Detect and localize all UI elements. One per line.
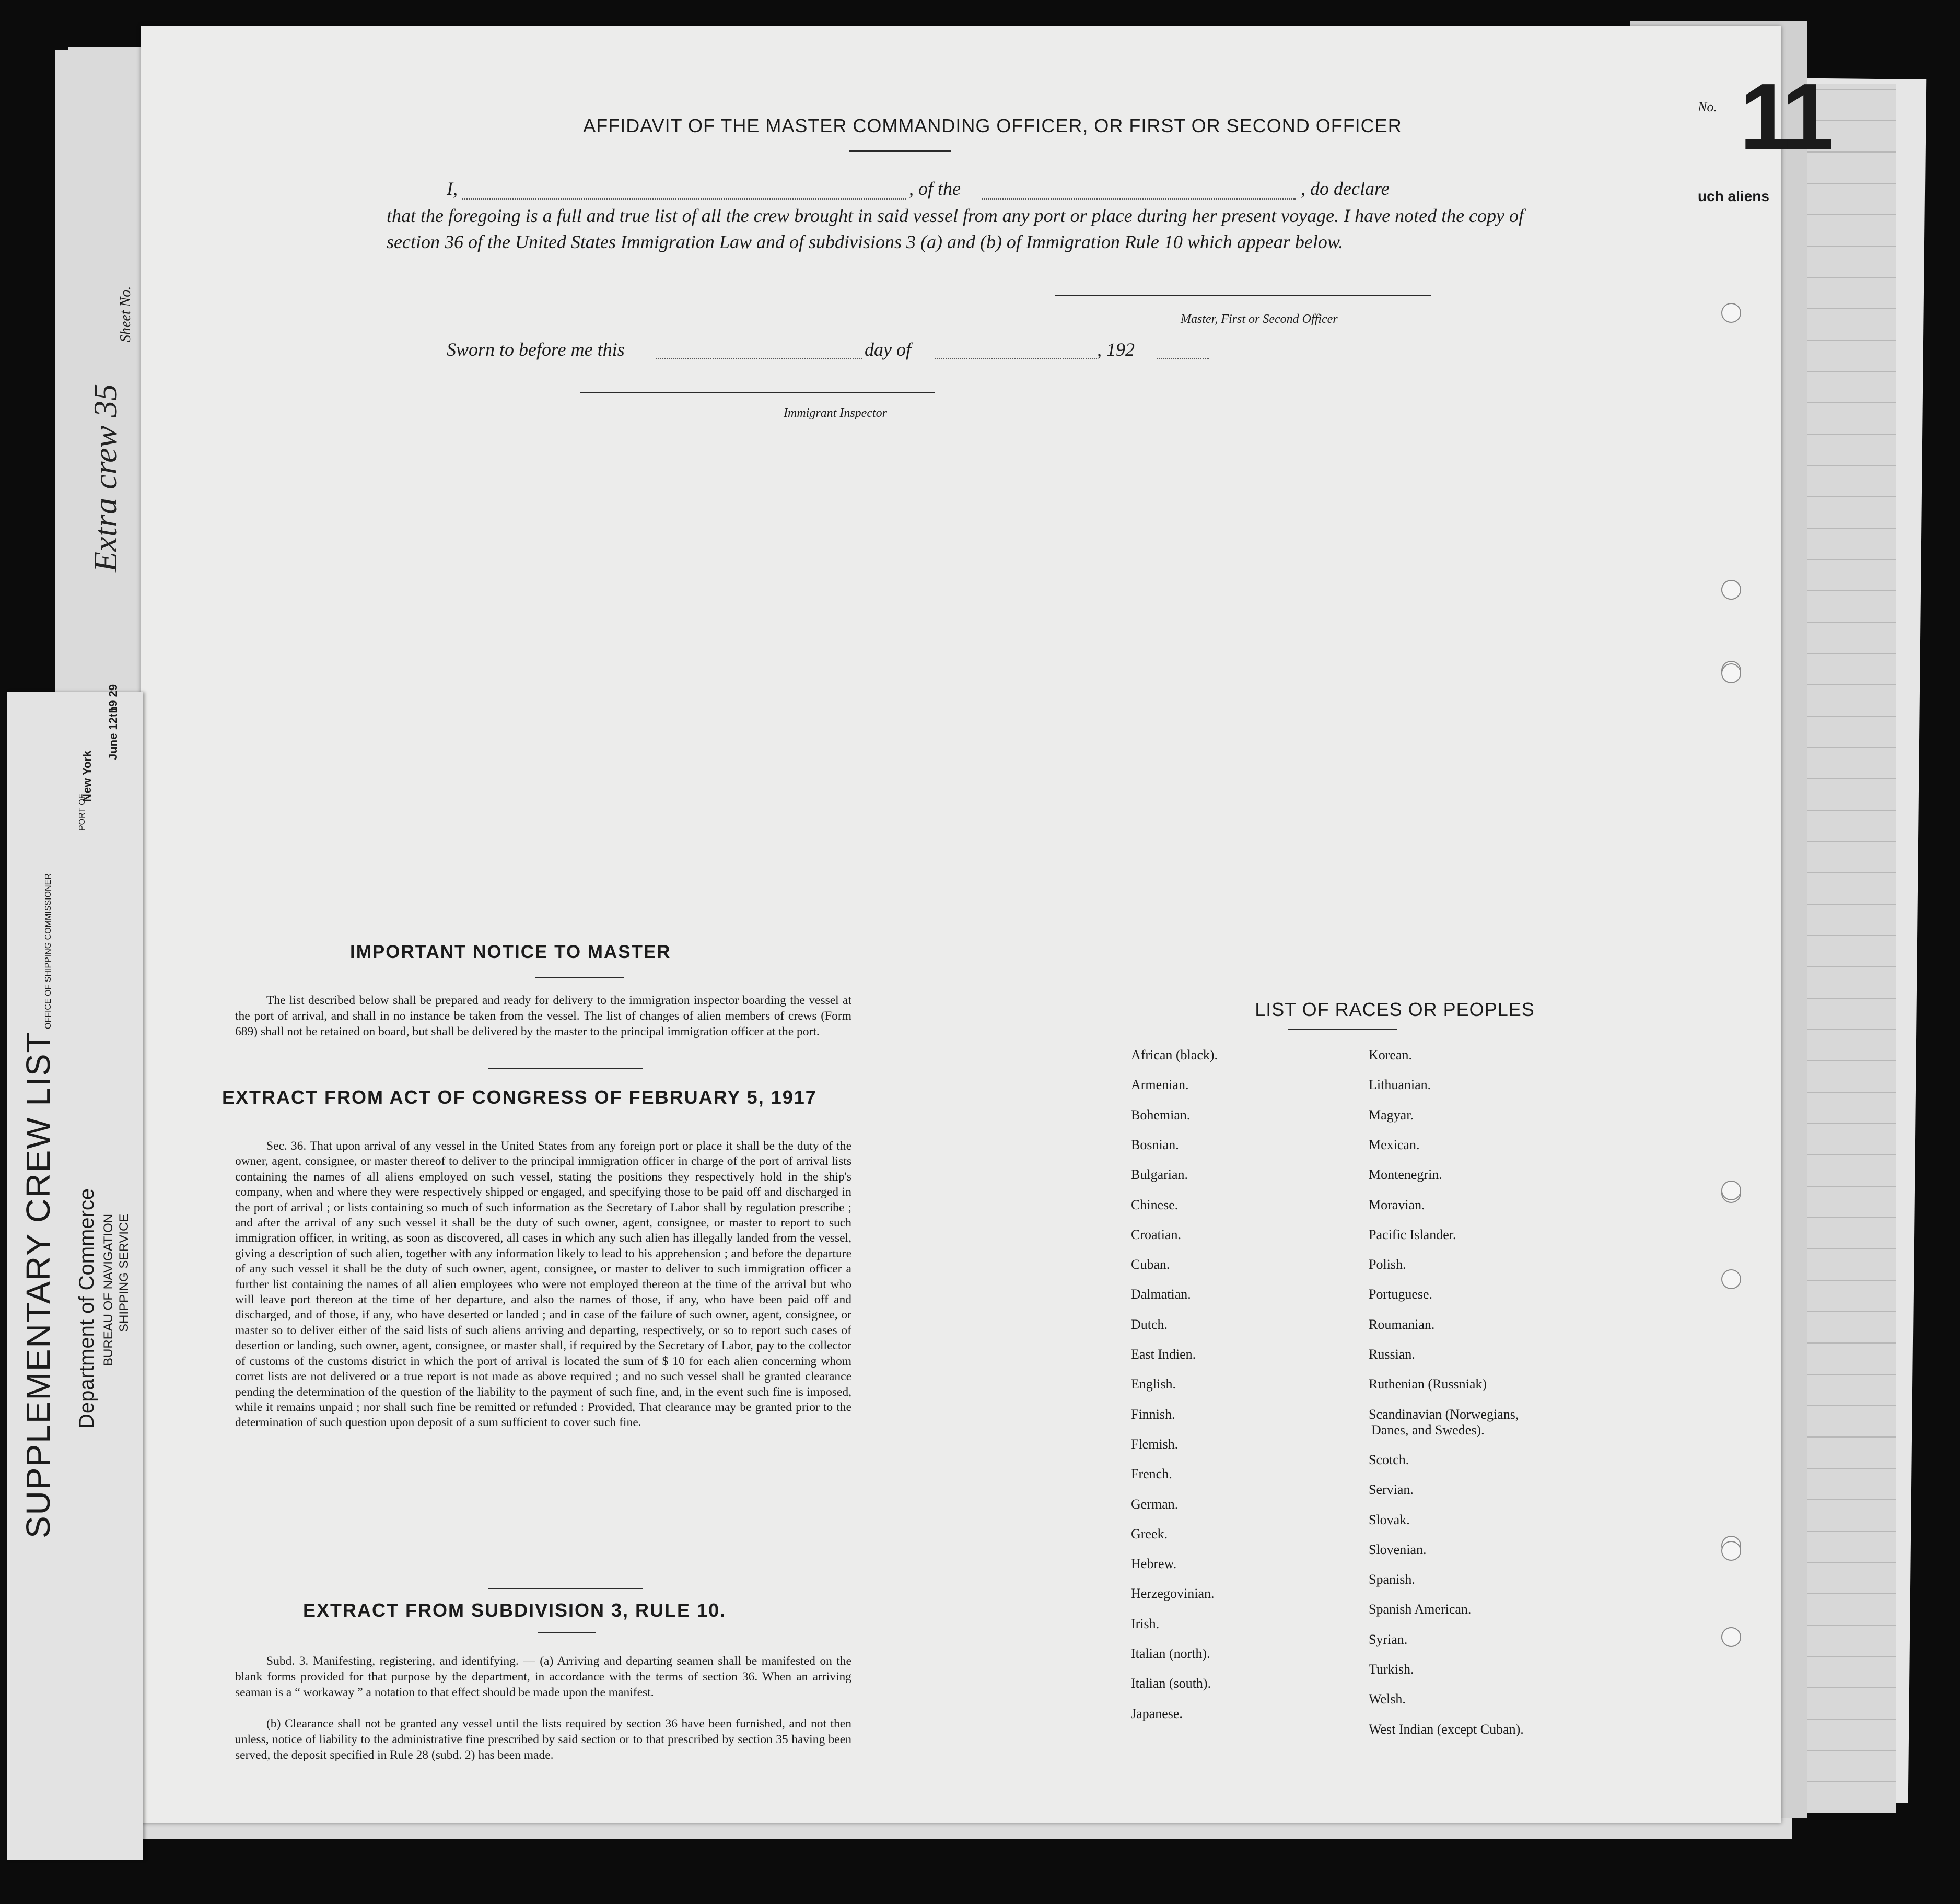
race-item: Magyar. [1369,1107,1414,1123]
punch-hole [1721,1541,1741,1561]
notice-body [235,992,851,1039]
rule-extract-text-b: (b) Clearance shall not be granted any vessel until the lists required by section 36 have been furnished, and not then unless, notice of liability to the administrative fine prescribed by said section or to that prescribed by section 35 having been served, the deposit specified in Rule 28 (subd. 2) has been made. [235,1717,851,1762]
race-item: African (black). [1131,1047,1218,1062]
punch-hole [1721,663,1741,683]
slip-port-value: New York [80,750,94,802]
vessel-blank [982,198,1296,200]
rule-extract-para-a [235,1653,851,1700]
sheet-number-label: No. [1698,99,1717,114]
race-item: Syrian. [1369,1631,1408,1647]
race-item: Servian. [1369,1482,1414,1498]
race-item: Danes, and Swedes). [1371,1422,1485,1438]
slip-port-of: PORT OF [78,793,87,831]
act-extract-title: EXTRACT FROM ACT OF CONGRESS OF FEBRUARY 5, 1917 [222,1087,817,1108]
act-extract-body [235,1139,851,1431]
slip-department: Department of Commerce [75,1188,98,1429]
such-aliens-fragment: uch aliens [1698,188,1769,204]
divider-rule [488,1068,643,1069]
notice-text: The list described below shall be prepared and ready for delivery to the immigration inspector boarding the vessel at the port of arrival, and shall in no instance be taken from the vessel. The list of changes of alien members of crews (Form 689) shall not be retained on board, but shall be delivered by the master to the principal immigration officer at the port. [235,994,851,1038]
race-item: Korean. [1369,1047,1413,1062]
race-item: Welsh. [1369,1691,1406,1707]
sheet-no-label: Sheet No. [118,286,134,342]
year-label: , 192 [1097,339,1135,360]
race-item: Ruthenian (Russniak) [1369,1376,1487,1392]
race-item: Pacific Islander. [1369,1226,1456,1242]
slip-date-value: June 12th [107,706,120,760]
of-the-label: , of the [909,178,961,199]
sheet-number: 11 [1740,64,1829,169]
race-item: Bohemian. [1131,1107,1191,1123]
race-item: Mexican. [1369,1137,1420,1152]
inspector-caption: Immigrant Inspector [784,406,887,420]
punch-hole [1721,1181,1741,1200]
race-item: Herzegovinian. [1131,1586,1215,1602]
year-blank [1157,358,1209,359]
notice-title: IMPORTANT NOTICE TO MASTER [350,942,671,962]
race-item: Armenian. [1131,1077,1189,1093]
race-item: Bosnian. [1131,1137,1179,1152]
races-title: LIST OF RACES OR PEOPLES [1255,999,1535,1020]
race-item: Slovenian. [1369,1541,1427,1557]
race-item: Croatian. [1131,1226,1182,1242]
race-item: Roumanian. [1369,1316,1435,1332]
slip-bureau: BUREAU OF NAVIGATION [101,1213,115,1366]
day-of-label: day of [865,339,911,360]
punch-hole [1721,303,1741,323]
sworn-month-blank [935,358,1097,359]
race-item: Flemish. [1131,1436,1179,1452]
title-rule [849,150,951,152]
declarant-blank [462,198,906,200]
race-item: Polish. [1369,1257,1406,1272]
notice-rule [535,977,624,978]
race-item: Scotch. [1369,1452,1409,1467]
divider-rule-2 [488,1588,643,1589]
race-item: East Indien. [1131,1347,1196,1362]
race-item: Dalmatian. [1131,1287,1191,1302]
race-item: Cuban. [1131,1257,1170,1272]
signature-caption: Master, First or Second Officer [1181,312,1338,326]
race-item: German. [1131,1496,1179,1512]
slip-office: OFFICE OF SHIPPING COMMISSIONER [44,873,53,1029]
race-item: Lithuanian. [1369,1077,1431,1093]
race-item: Moravian. [1369,1197,1425,1212]
race-item: Italian (north). [1131,1646,1210,1661]
race-item: Bulgarian. [1131,1167,1188,1183]
supplementary-crew-list-slip [7,684,143,1860]
punch-hole [1721,1627,1741,1647]
race-item: Montenegrin. [1369,1167,1442,1183]
race-item: French. [1131,1466,1172,1482]
race-item: Japanese. [1131,1706,1183,1721]
act-extract-text: Sec. 36. That upon arrival of any vessel in the United States from any foreign port or place it shall be the duty of the owner, agent, consignee, or master thereof to deliver to the principal immigration officer in charge of the port of arrival lists containing the names of all aliens employed on such vessel, stating the positions they respectively hold in the ship's company, when and where they were respectively shipped or engaged, and specifying those to be paid off and discharged in the port of arrival ; or lists containing so much of such information as the Secretary of Labor shall by regulation prescribe ; and after the arrival of any such vessel it shall be the duty of such owner, agent, consignee, or master to report to such immigration officer, in writing, as soon as discovered, all cases in which any such alien has illegally landed from the vessel, giving a description of such alien, together with any information likely to lead to his apprehension ; and before the departure of any such vessel it shall be the duty of such owner, agent, consignee, or master to deliver to such immigration officer a further list containing the names of all alien employees who were not employed thereon at the time of the arrival but who will leave port thereon at the time of her departure, and also the names of those, if any, who have been paid off and discharged, and of those, if any, who have deserted or landed ; and in case of the failure of such owner, agent, consignee, or master so to deliver either of the said lists of such aliens arriving and departing, respectively, or so to report such cases of desertion or landing, such owner, agent, consignee, or master shall, if required by the Secretary of Labor, pay to the collector of customs of the customs district in which the port of arrival is located the sum of $ 10 for each alien concerning whom corret lists are not delivered or a true report is not made as above required ; and no such vessel shall be granted clearance pending the determination of the question of the liability to the payment of such fine, and, in the event such fine is imposed, while it remains unpaid ; nor shall such fine be remitted or refunded : Provided, That clearance may be granted prior to the determination of such question upon deposit of a sum sufficient to cover such fine. [235,1139,851,1430]
race-item: Scandinavian (Norwegians, [1369,1406,1519,1422]
do-declare-label: , do declare [1301,178,1390,199]
race-item: Chinese. [1131,1197,1179,1212]
sworn-day-blank [656,358,862,359]
punch-hole [1721,1269,1741,1289]
inspector-signature-line [580,392,935,393]
race-item: Russian. [1369,1347,1415,1362]
rule-extract-title: EXTRACT FROM SUBDIVISION 3, RULE 10. [303,1599,727,1621]
race-item: Hebrew. [1131,1556,1177,1572]
race-item: Italian (south). [1131,1676,1211,1691]
race-item: Irish. [1131,1616,1160,1631]
rule-extract-text-a: Subd. 3. Manifesting, registering, and identifying. — (a) Arriving and departing seamen shall be manifested on the blank forms provided for that purpose by the department, in accordance with the terms of section 36. When an arriving seaman is a “ workaway ” a notation to that effect should be made upon the manifest. [235,1654,851,1699]
sworn-label: Sworn to before me this [447,339,625,360]
rule-extract-rule [538,1632,596,1633]
race-item: West Indian (except Cuban). [1369,1721,1524,1737]
slip-title: SUPPLEMENTARY CREW LIST [19,1031,57,1538]
race-item: Turkish. [1369,1662,1414,1677]
affidavit-title: AFFIDAVIT OF THE MASTER COMMANDING OFFICER, OR FIRST OR SECOND OFFICER [583,115,1402,136]
race-item: Spanish. [1369,1572,1415,1587]
races-rule [1288,1029,1397,1030]
slip-year-value: 19 29 [107,684,120,713]
race-item: Portuguese. [1369,1287,1433,1302]
rule-extract-para-b [235,1716,851,1763]
affidavit-page [141,26,1781,1823]
signature-line [1055,295,1431,296]
affidavit-body: that the foregoing is a full and true list of all the crew brought in said vessel from any port or place during her present voyage. I have noted the copy of section 36 of the United States Immigration Law and of subdivisions 3 (a) and (b) of Immigration Rule 10 which appear below. [387,205,1524,252]
punch-hole [1721,580,1741,600]
race-item: Finnish. [1131,1406,1175,1422]
race-item: Dutch. [1131,1316,1168,1332]
handwritten-note: Extra crew 35 [87,383,124,572]
race-item: Slovak. [1369,1512,1410,1527]
race-item: Greek. [1131,1526,1168,1541]
race-item: Spanish American. [1369,1602,1472,1617]
race-item: English. [1131,1376,1176,1392]
declarant-label: I, [447,178,458,199]
slip-service: SHIPPING SERVICE [117,1213,131,1332]
